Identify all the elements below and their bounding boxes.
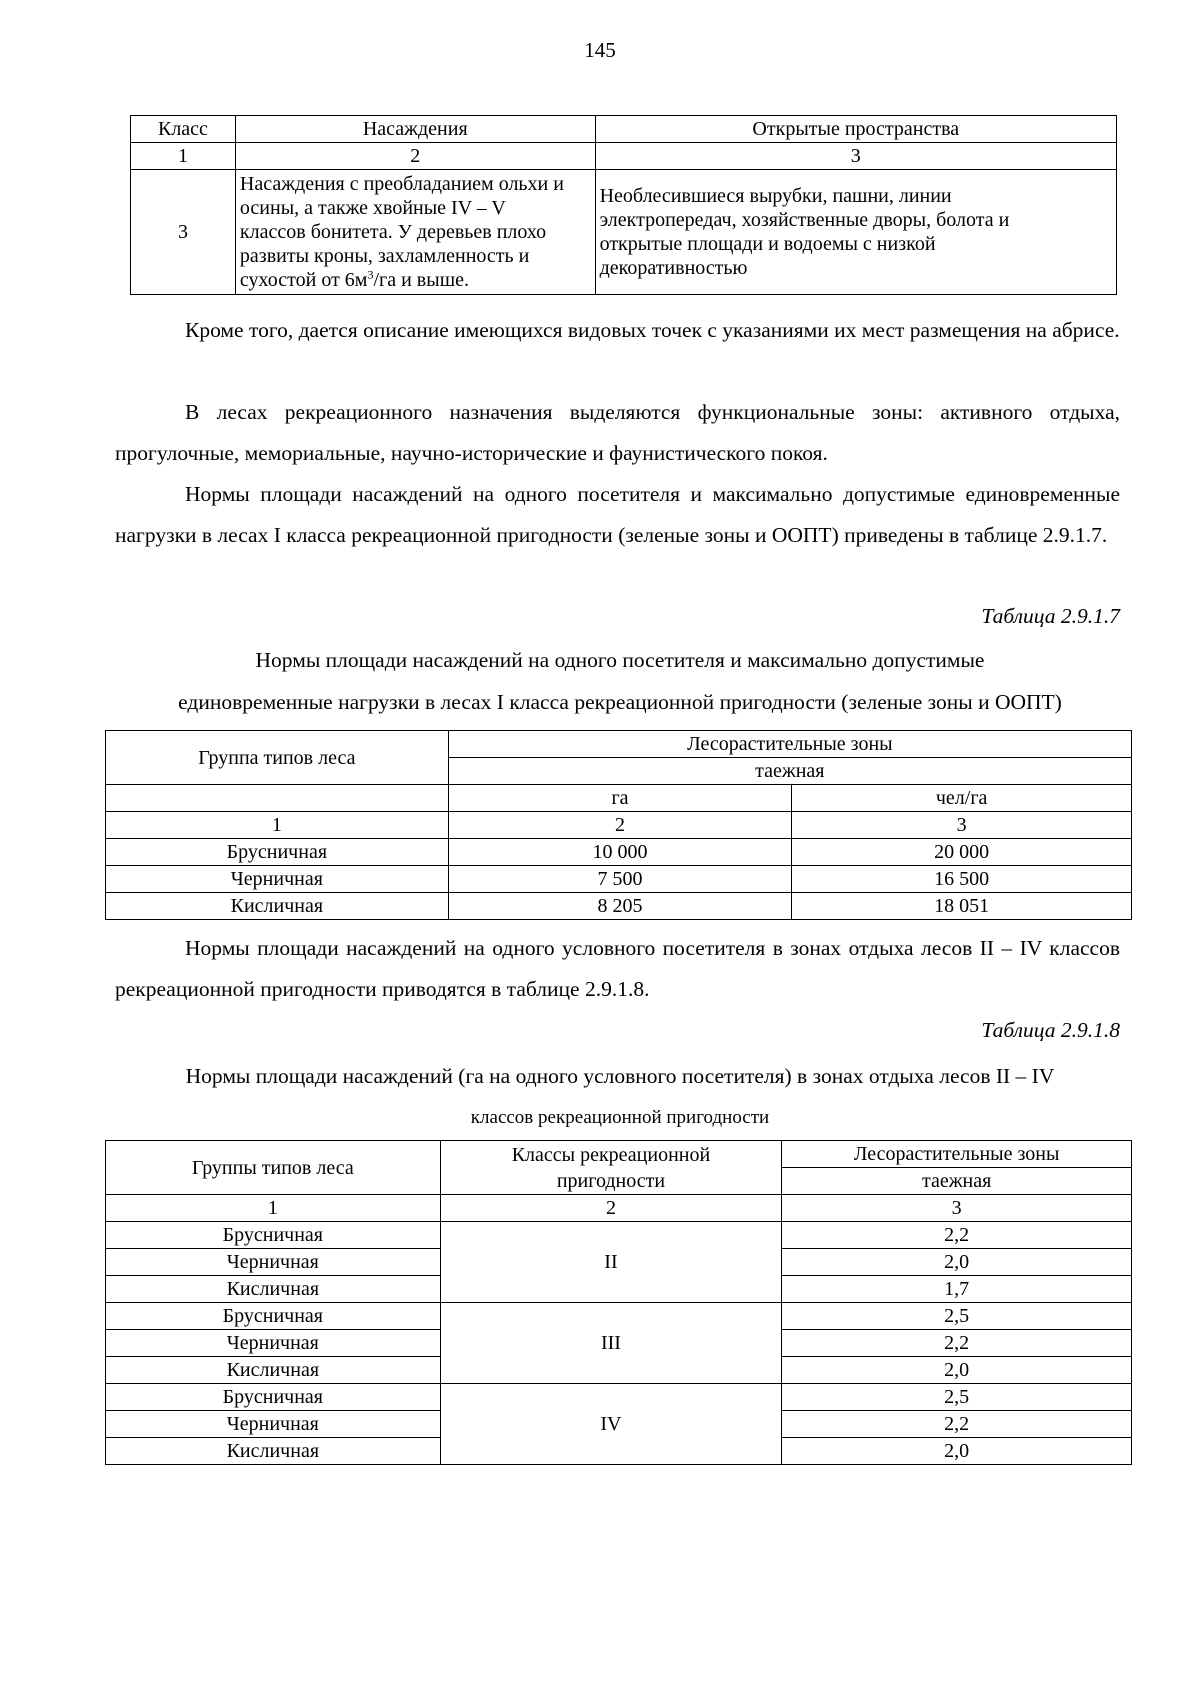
area-ha: 7 500: [448, 866, 792, 893]
superscript: 3: [367, 267, 374, 282]
paragraph-text: Нормы площади насаждений на одного посетителя и максимально допустимые единовременные нагрузки в лесах I класса рекреационной пригодности (зеленые зоны и ООПТ) приведены в таблице 2.9.1.7.: [115, 482, 1120, 547]
table1-colnum: 3: [595, 143, 1116, 170]
paragraph-text: В лесах рекреационного назначения выделяются функциональные зоны: активного отдыха, прогулочные, мемориальные, научно-исторические и фаунистического покоя.: [115, 400, 1120, 465]
recreation-class: III: [440, 1303, 782, 1384]
text-line: Насаждения с преобладанием ольхи и: [239, 173, 564, 195]
norm-value: 2,0: [782, 1357, 1132, 1384]
forest-type: Черничная: [106, 1330, 441, 1357]
norm-value: 2,0: [782, 1438, 1132, 1465]
forest-type: Черничная: [106, 1411, 441, 1438]
forest-type: Черничная: [106, 1249, 441, 1276]
table-row: [106, 1384, 1132, 1411]
paragraph-text: Нормы площади насаждений на одного условного посетителя в зонах отдыха лесов II – IV классов рекреационной пригодности приводятся в таблице 2.9.1.8.: [115, 936, 1120, 1001]
header-line: Классы рекреационной: [511, 1143, 711, 1166]
table-row: [106, 866, 1132, 893]
text-line: декоративностью: [599, 257, 748, 279]
norm-value: 2,0: [782, 1249, 1132, 1276]
table-row: [106, 893, 1132, 920]
area-ha: 8 205: [448, 893, 792, 920]
table3-title-line2: классов рекреационной пригодности: [470, 1107, 770, 1128]
table2-caption: Таблица 2.9.1.7: [981, 604, 1120, 628]
table-norms-classes-2-4: [105, 1140, 1132, 1465]
table2-colnum: 2: [448, 812, 792, 839]
table1-header-class: Класс: [131, 116, 236, 143]
table3-title-line1: Нормы площади насаждений (га на одного условного посетителя) в зонах отдыха лесов II – IV: [185, 1064, 1055, 1088]
norm-value: 2,2: [782, 1330, 1132, 1357]
forest-type: Кисличная: [106, 1438, 441, 1465]
table1-colnum: 2: [235, 143, 595, 170]
forest-type: Кисличная: [106, 893, 449, 920]
norm-value: 2,2: [782, 1411, 1132, 1438]
text-line: электропередач, хозяйственные дворы, болота и: [599, 209, 1010, 231]
forest-type: Брусничная: [106, 839, 449, 866]
table2-title-line1: Нормы площади насаждений на одного посетителя и максимально допустимые: [255, 648, 985, 672]
table1-header-plantings: Насаждения: [235, 116, 595, 143]
forest-type: Брусничная: [106, 1384, 441, 1411]
table2-header-ha: га: [448, 785, 792, 812]
table1-class-value: 3: [131, 170, 236, 295]
table1-colnum: 1: [131, 143, 236, 170]
forest-type: Кисличная: [106, 1357, 441, 1384]
text-line: [240, 268, 591, 292]
table-classes: [130, 115, 1117, 295]
table3-header-taiga: таежная: [782, 1168, 1132, 1195]
table-row: [131, 170, 1117, 295]
forest-type: Черничная: [106, 866, 449, 893]
paragraph: [115, 928, 1120, 1010]
table3-header-groups: Группы типов леса: [106, 1141, 441, 1195]
people-per-ha: 18 051: [792, 893, 1132, 920]
forest-type: Кисличная: [106, 1276, 441, 1303]
table-row: [106, 1303, 1132, 1330]
people-per-ha: 16 500: [792, 866, 1132, 893]
text-fragment: /га и выше.: [373, 269, 469, 291]
recreation-class: IV: [440, 1384, 782, 1465]
table3-colnum: 2: [440, 1195, 782, 1222]
norm-value: 1,7: [782, 1276, 1132, 1303]
norm-value: 2,5: [782, 1303, 1132, 1330]
recreation-class: II: [440, 1222, 782, 1303]
table-norms-class1: [105, 730, 1132, 920]
table2-colnum: 1: [106, 812, 449, 839]
forest-type: Брусничная: [106, 1303, 441, 1330]
table2-header-group: Группа типов леса: [106, 731, 449, 785]
table2-header-zones: Лесорастительные зоны: [448, 731, 1131, 758]
text-fragment: сухостой от 6м: [239, 269, 368, 291]
text-line: осины, а также хвойные IV – V: [239, 197, 506, 219]
people-per-ha: 20 000: [792, 839, 1132, 866]
table2-title-line2: единовременные нагрузки в лесах I класса рекреационной пригодности (зеленые зоны и ООПТ): [178, 690, 1062, 714]
table2-colnum: 3: [792, 812, 1132, 839]
table3-caption: Таблица 2.9.1.8: [981, 1018, 1120, 1042]
table2-header-blank: [106, 785, 449, 812]
page-number: 145: [584, 38, 616, 62]
table3-header-zones: Лесорастительные зоны: [782, 1141, 1132, 1168]
text-line: Необлесившиеся вырубки, пашни, линии: [599, 185, 952, 207]
table3-colnum: 1: [106, 1195, 441, 1222]
text-line: классов бонитета. У деревьев плохо: [239, 221, 547, 243]
table3-header-classes: [440, 1141, 782, 1195]
table1-open-text: [595, 170, 1116, 295]
paragraph: [115, 474, 1120, 556]
text-line: открытые площади и водоемы с низкой: [599, 233, 936, 255]
paragraph: [115, 392, 1120, 474]
table2-header-pph: чел/га: [792, 785, 1132, 812]
table-row: [106, 839, 1132, 866]
text-line: развиты кроны, захламленность и: [239, 245, 530, 267]
table-row: [106, 1222, 1132, 1249]
norm-value: 2,5: [782, 1384, 1132, 1411]
table1-plantings-text: [235, 170, 595, 295]
paragraph-text: Кроме того, дается описание имеющихся видовых точек с указаниями их мест размещения на абрисе.: [185, 318, 1120, 342]
table2-header-taiga: таежная: [448, 758, 1131, 785]
area-ha: 10 000: [448, 839, 792, 866]
table3-colnum: 3: [782, 1195, 1132, 1222]
paragraph: [115, 310, 1120, 351]
forest-type: Брусничная: [106, 1222, 441, 1249]
table1-header-open: Открытые пространства: [595, 116, 1116, 143]
norm-value: 2,2: [782, 1222, 1132, 1249]
header-line: пригодности: [556, 1169, 666, 1192]
